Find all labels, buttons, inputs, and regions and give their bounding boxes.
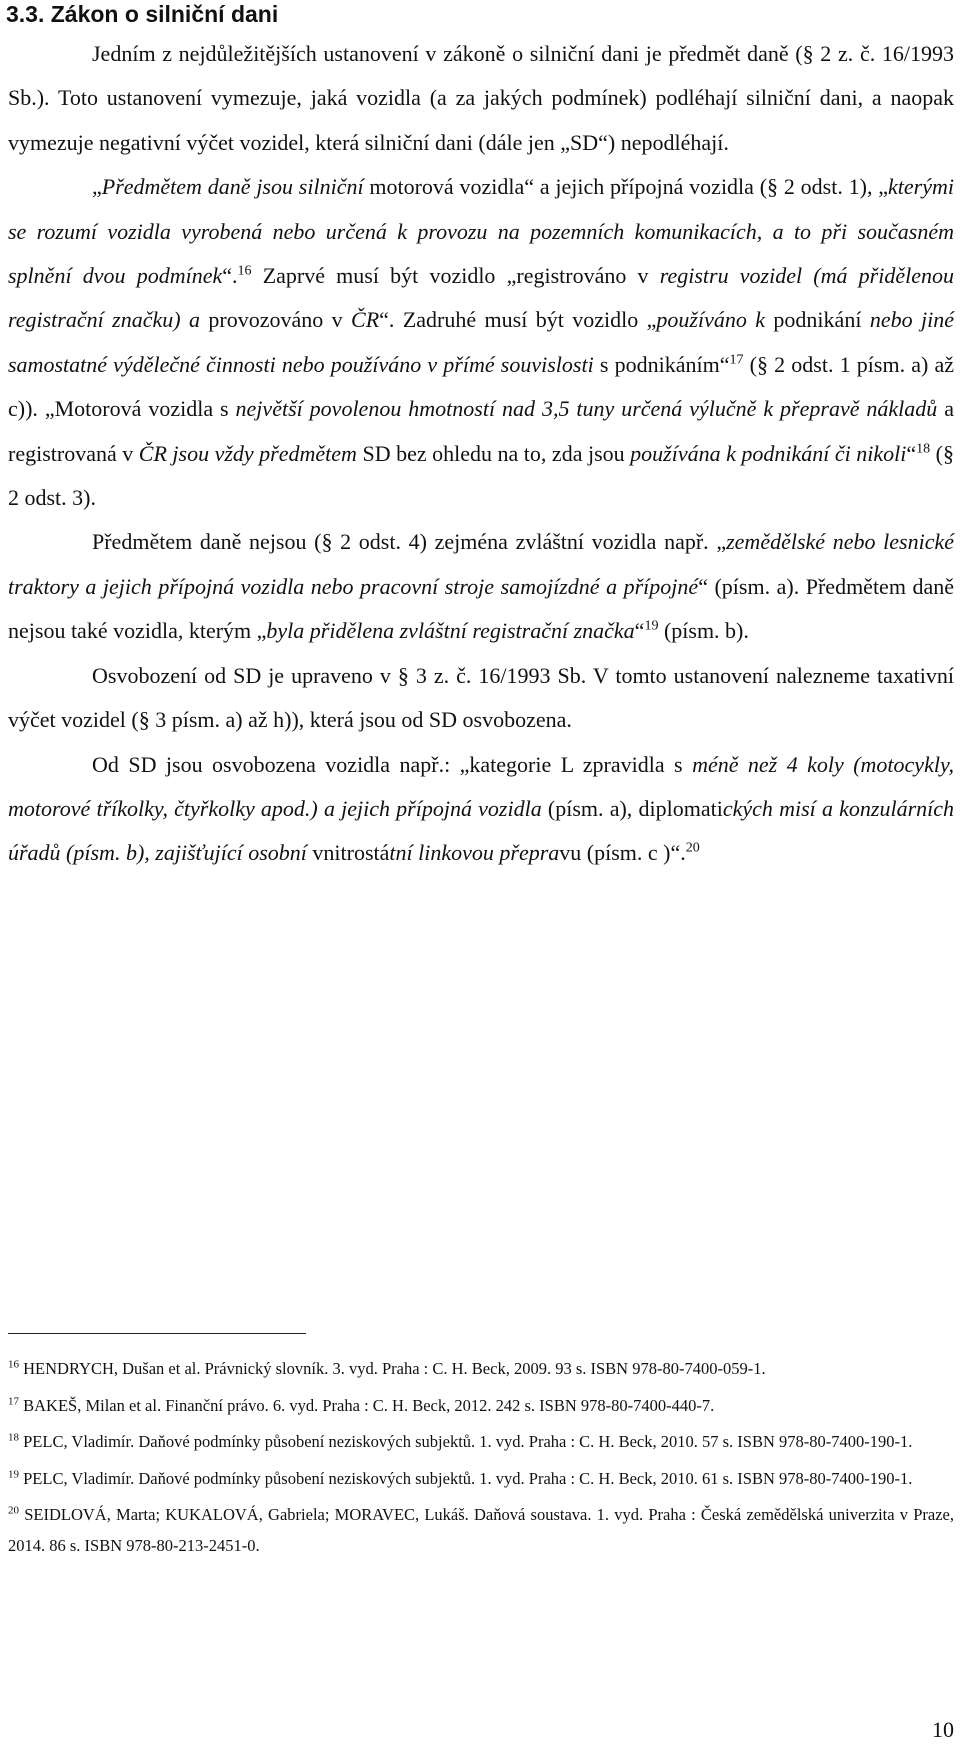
section-heading: 3.3. Zákon o silniční dani	[6, 1, 279, 27]
paragraph-subject-of-tax: Jedním z nejdůležitějších ustanovení v zákoně o silniční dani je předmět daně (§ 2 z. č. 16/1993 Sb.). Toto ustanovení vymezuje, jaká vozidla (a za jakých podmínek) podléhají silniční dani, a naopak vymezuje negativní výčet vozidel, která silniční dani (dále jen „SD“) nepodléhají.	[8, 41, 954, 155]
footnote-16	[8, 1354, 954, 1385]
footnote-ref-17[interactable]: 17	[729, 352, 744, 368]
footnote-ref-20[interactable]: 20	[685, 840, 700, 856]
footnote-text: PELC, Vladimír. Daňové podmínky působení neziskových subjektů. 1. vyd. Praha : C. H. Beck, 2010. 61 s. ISBN 978-80-7400-190-1.	[23, 1468, 913, 1488]
paragraph-exempt-vehicles: Od SD jsou osvobozena vozidla např.: „kategorie L zpravidla s méně než 4 koly (motocykly, motorové tříkolky, čtyřkolky apod.) a jejich přípojná vozidla (písm. a), diplomatických misí a konzulárních úřadů (písm. b), zajišťující osobní vnitrostátní linkovou přepravu (písm. c )“.$^{20}$	[8, 751, 955, 866]
footnote-number: 18	[8, 1431, 19, 1444]
footnote-19	[8, 1464, 954, 1495]
footnote-ref-16[interactable]: 16	[237, 263, 252, 279]
footnote-text: BAKEŠ, Milan et al. Finanční právo. 6. vyd. Praha : C. H. Beck, 2012. 242 s. ISBN 978-80-7400-440-7.	[23, 1395, 715, 1415]
paragraph-definition: „Předmětem daně jsou silniční motorová vozidla“ a jejich přípojná vozidla (§ 2 odst. 1), „kterými se rozumí vozidla vyrobená nebo určená k provozu na pozemních komunikacích, a to při současném splnění dvou podmínek“.$^{16}$ Zaprvé musí být vozidlo „registrováno v registru vozidel (má přidělenou registrační značku) a provozováno v ČR“. Zadruhé musí být vozidlo „používáno k podnikání nebo jiné samostatné výdělečné činnosti nebo používáno v přímé souvislosti s podnikáním“$^{17}$ (§ 2 odst. 1 písm. a) až c)). „Motorová vozidla s největší povolenou hmotností nad 3,5 tuny určená výlučně k přepravě nákladů a registrovaná v ČR jsou vždy předmětem SD bez ohledu na to, zda jsou používána k podnikání či nikoli“$^{18}$ (§ 2 odst. 3).	[8, 174, 955, 511]
footnote-text: PELC, Vladimír. Daňové podmínky působení neziskových subjektů. 1. vyd. Praha : C. H. Beck, 2010. 57 s. ISBN 978-80-7400-190-1.	[23, 1432, 913, 1451]
body-text	[8, 32, 954, 876]
footnote-17	[8, 1391, 954, 1422]
footnote-ref-19[interactable]: 19	[644, 618, 659, 634]
footnotes	[8, 1354, 954, 1567]
footnote-text: SEIDLOVÁ, Marta; KUKALOVÁ, Gabriela; MORAVEC, Lukáš. Daňová soustava. 1. vyd. Praha : Česká zemědělská univerzita v Praze, 2014. 86 s. ISBN 978-80-213-2451-0.	[8, 1505, 955, 1555]
paragraph-exemption: Osvobození od SD je upraveno v § 3 z. č. 16/1993 Sb. V tomto ustanovení nalezneme taxativní výčet vozidel (§ 3 písm. a) až h)), která jsou od SD osvobozena.	[8, 662, 954, 733]
footnote-20	[8, 1500, 954, 1561]
footnote-number: 20	[8, 1504, 19, 1517]
footnote-text: HENDRYCH, Dušan et al. Právnický slovník. 3. vyd. Praha : C. H. Beck, 2009. 93 s. ISBN 978-80-7400-059-1.	[23, 1359, 766, 1378]
footnote-ref-18[interactable]: 18	[916, 441, 931, 457]
footnote-divider	[8, 1333, 306, 1334]
footnote-number: 19	[8, 1468, 19, 1480]
footnote-number: 16	[8, 1358, 19, 1371]
footnote-18	[8, 1427, 954, 1458]
paragraph-exclusions: Předmětem daně nejsou (§ 2 odst. 4) zejména zvláštní vozidla např. „zemědělské nebo lesnické traktory a jejich přípojná vozidla nebo pracovní stroje samojízdné a přípojné“ (písm. a). Předmětem daně nejsou také vozidla, kterým „byla přidělena zvláštní registrační značka“$^{19}$ (písm. b).	[8, 529, 954, 644]
page-number: 10	[932, 1717, 954, 1742]
footnote-number: 17	[8, 1395, 19, 1407]
